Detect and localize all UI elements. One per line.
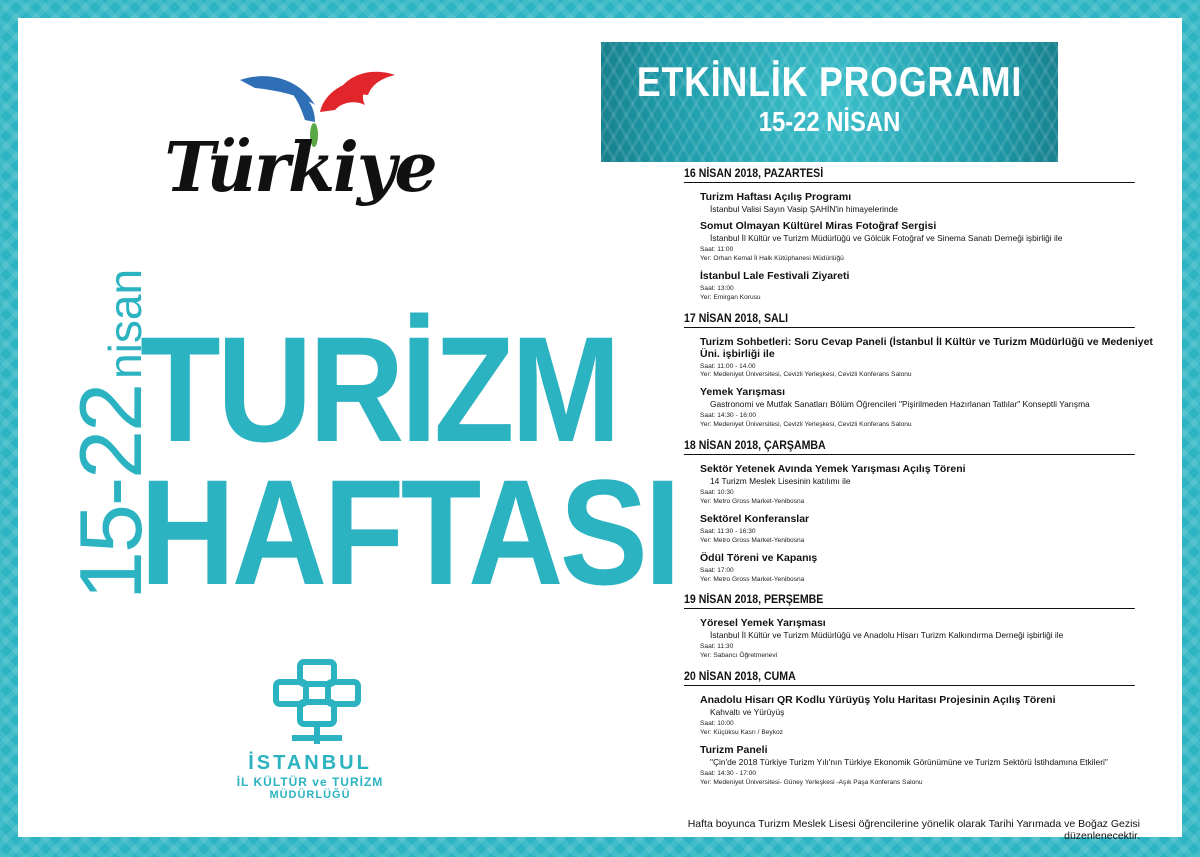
day-header: 18 NİSAN 2018, ÇARŞAMBA (684, 440, 1135, 455)
event-item (700, 270, 1174, 303)
event-description: 14 Turizm Meslek Lisesinin katılımı ile (710, 476, 851, 487)
event-item (700, 552, 1174, 585)
event-description: İstanbul Valisi Sayın Vasip ŞAHİN'in himayelerinde (710, 204, 898, 214)
institution-line-2: İL KÜLTÜR ve TURİZM (236, 775, 384, 789)
event-item (700, 191, 1174, 214)
event-time: Saat: 17:00 (700, 566, 734, 574)
event-place: Yer: Sabancı Öğretmeneví (700, 652, 778, 660)
event-title-text: Sektörel Konferanslar (700, 512, 810, 525)
banner-title: ETKİNLİK PROGRAMI (636, 58, 1023, 105)
event-item (700, 513, 1174, 546)
day-block (684, 671, 1174, 788)
event-time: Saat: 11:30 - 16:30 (700, 527, 756, 535)
title-line-1: TURİZM (140, 305, 618, 473)
day-block (684, 440, 1174, 584)
event-time: Saat: 11:00 - 14.00 (700, 362, 756, 370)
event-place: Yer: Medeniyet Üniversitesi, Cevizli Yerleşkesi, Cevizli Konferans Salonu (700, 371, 912, 379)
event-description: "Çin'de 2018 Türkiye Turizm Yılı'nın Türkiye Ekonomik Görünümüne ve Turizm Sektörü İstihdamına Etkileri" (710, 757, 1108, 768)
day-block (684, 313, 1174, 431)
turkiye-logo (110, 50, 490, 240)
month-label: nisan (99, 268, 151, 379)
footer-note: Hafta boyunca Turizm Meslek Lisesi öğrencilerine yönelik olarak Tarihi Yarımada ve Boğaz Gezisi düzenlenecektir. (687, 818, 1140, 842)
event-place: Yer: Metro Gross Market-Yenibosna (700, 498, 805, 506)
event-item (700, 463, 1174, 507)
event-place: Yer: Emirgan Korusu (700, 293, 761, 301)
event-description: İstanbul İl Kültür ve Turizm Müdürlüğü ve Anadolu Hisarı Turizm Kalkındırma Derneği işbirliği ile (710, 630, 1064, 641)
event-place: Yer: Medeniyet Üniversitesi, Cevizli Yerleşkesi, Cevizli Konferans Salonu (700, 421, 912, 429)
event-place: Yer: Medeniyet Üniversitesi- Güney Yerleşkesi -Aşık Paşa Konferans Salonu (700, 778, 923, 786)
event-title-text: Anadolu Hisarı QR Kodlu Yürüyüş Yolu Haritası Projesinin Açılış Töreni (700, 694, 1056, 707)
event-title-text: Somut Olmayan Kültürel Miras Fotoğraf Sergisi (700, 220, 937, 232)
institution-name (230, 752, 390, 801)
event-description: Kahvaltı ve Yürüyüş (710, 707, 785, 718)
event-title-text: Sektör Yetenek Avında Yemek Yarışması Açılış Töreni (700, 463, 966, 476)
event-title-text: Turizm Paneli (700, 744, 768, 757)
day-block (684, 168, 1174, 303)
event-time: Saat: 10:00 (700, 720, 734, 728)
event-item (700, 220, 1174, 264)
event-place: Yer: Metro Gross Market-Yenibosna (700, 575, 805, 583)
event-title-text: Yemek Yarışması (700, 386, 786, 399)
event-time: Saat: 10:30 (700, 489, 734, 497)
event-time: Saat: 13:00 (700, 284, 734, 292)
event-place: Yer: Küçüksu Kasrı / Beykoz (700, 729, 783, 737)
event-item (700, 617, 1174, 661)
event-item (700, 336, 1174, 381)
day-header: 17 NİSAN 2018, SALI (684, 313, 1135, 328)
institution-line-3: MÜDÜRLÜĞÜ (269, 789, 351, 801)
title-line-2: HAFTASI (140, 447, 678, 616)
event-time: Saat: 11:00 (700, 246, 734, 253)
day-header: 20 NİSAN 2018, CUMA (684, 671, 1135, 686)
event-title-text: Ödül Töreni ve Kapanış (700, 551, 818, 564)
institution-line-1: İSTANBUL (248, 752, 372, 774)
event-title-text: İstanbul Lale Festivali Ziyareti (700, 269, 850, 282)
event-item (700, 744, 1174, 788)
event-title-text: Turizm Haftası Açılış Programı (700, 191, 852, 203)
knot-emblem-icon (262, 658, 372, 748)
day-block (684, 594, 1174, 661)
event-title-text: Yöresel Yemek Yarışması (700, 617, 826, 630)
event-item (700, 694, 1174, 738)
program-banner (601, 42, 1058, 162)
event-title (140, 305, 678, 616)
event-item (700, 386, 1174, 430)
event-time: Saat: 14:30 - 16:00 (700, 412, 757, 420)
event-time: Saat: 11:30 (700, 643, 734, 651)
day-header: 16 NİSAN 2018, PAZARTESİ (684, 168, 1135, 183)
event-place: Yer: Metro Gross Market-Yenibosna (700, 536, 805, 544)
logo-wordmark: Türkiye (164, 128, 436, 208)
date-range-vertical (60, 250, 160, 600)
date-range: 15-22 (61, 384, 160, 600)
event-time: Saat: 14:30 - 17:00 (700, 770, 757, 778)
schedule (684, 168, 1174, 798)
day-header: 19 NİSAN 2018, PERŞEMBE (684, 594, 1135, 609)
banner-dates: 15-22 NİSAN (758, 106, 901, 137)
event-title-text: Turizm Sohbetleri: Soru Cevap Paneli (İstanbul İl Kültür ve Turizm Müdürlüğü ve Medeniyet Üni. işbirliği ile (700, 335, 1153, 360)
event-place: Yer: Orhan Kemal İl Halk Kütüphanesi Müdürlüğü (700, 254, 844, 262)
event-description: İstanbul İl Kültür ve Turizm Müdürlüğü ve Gölcük Fotoğraf ve Sinema Sanatı Derneği işbirliği ile (710, 233, 1063, 243)
event-description: Gastronomi ve Mutfak Sanatları Bölüm Öğrencileri "Pişirilmeden Hazırlanan Tatlılar" Konseptli Yarışma (710, 399, 1090, 410)
